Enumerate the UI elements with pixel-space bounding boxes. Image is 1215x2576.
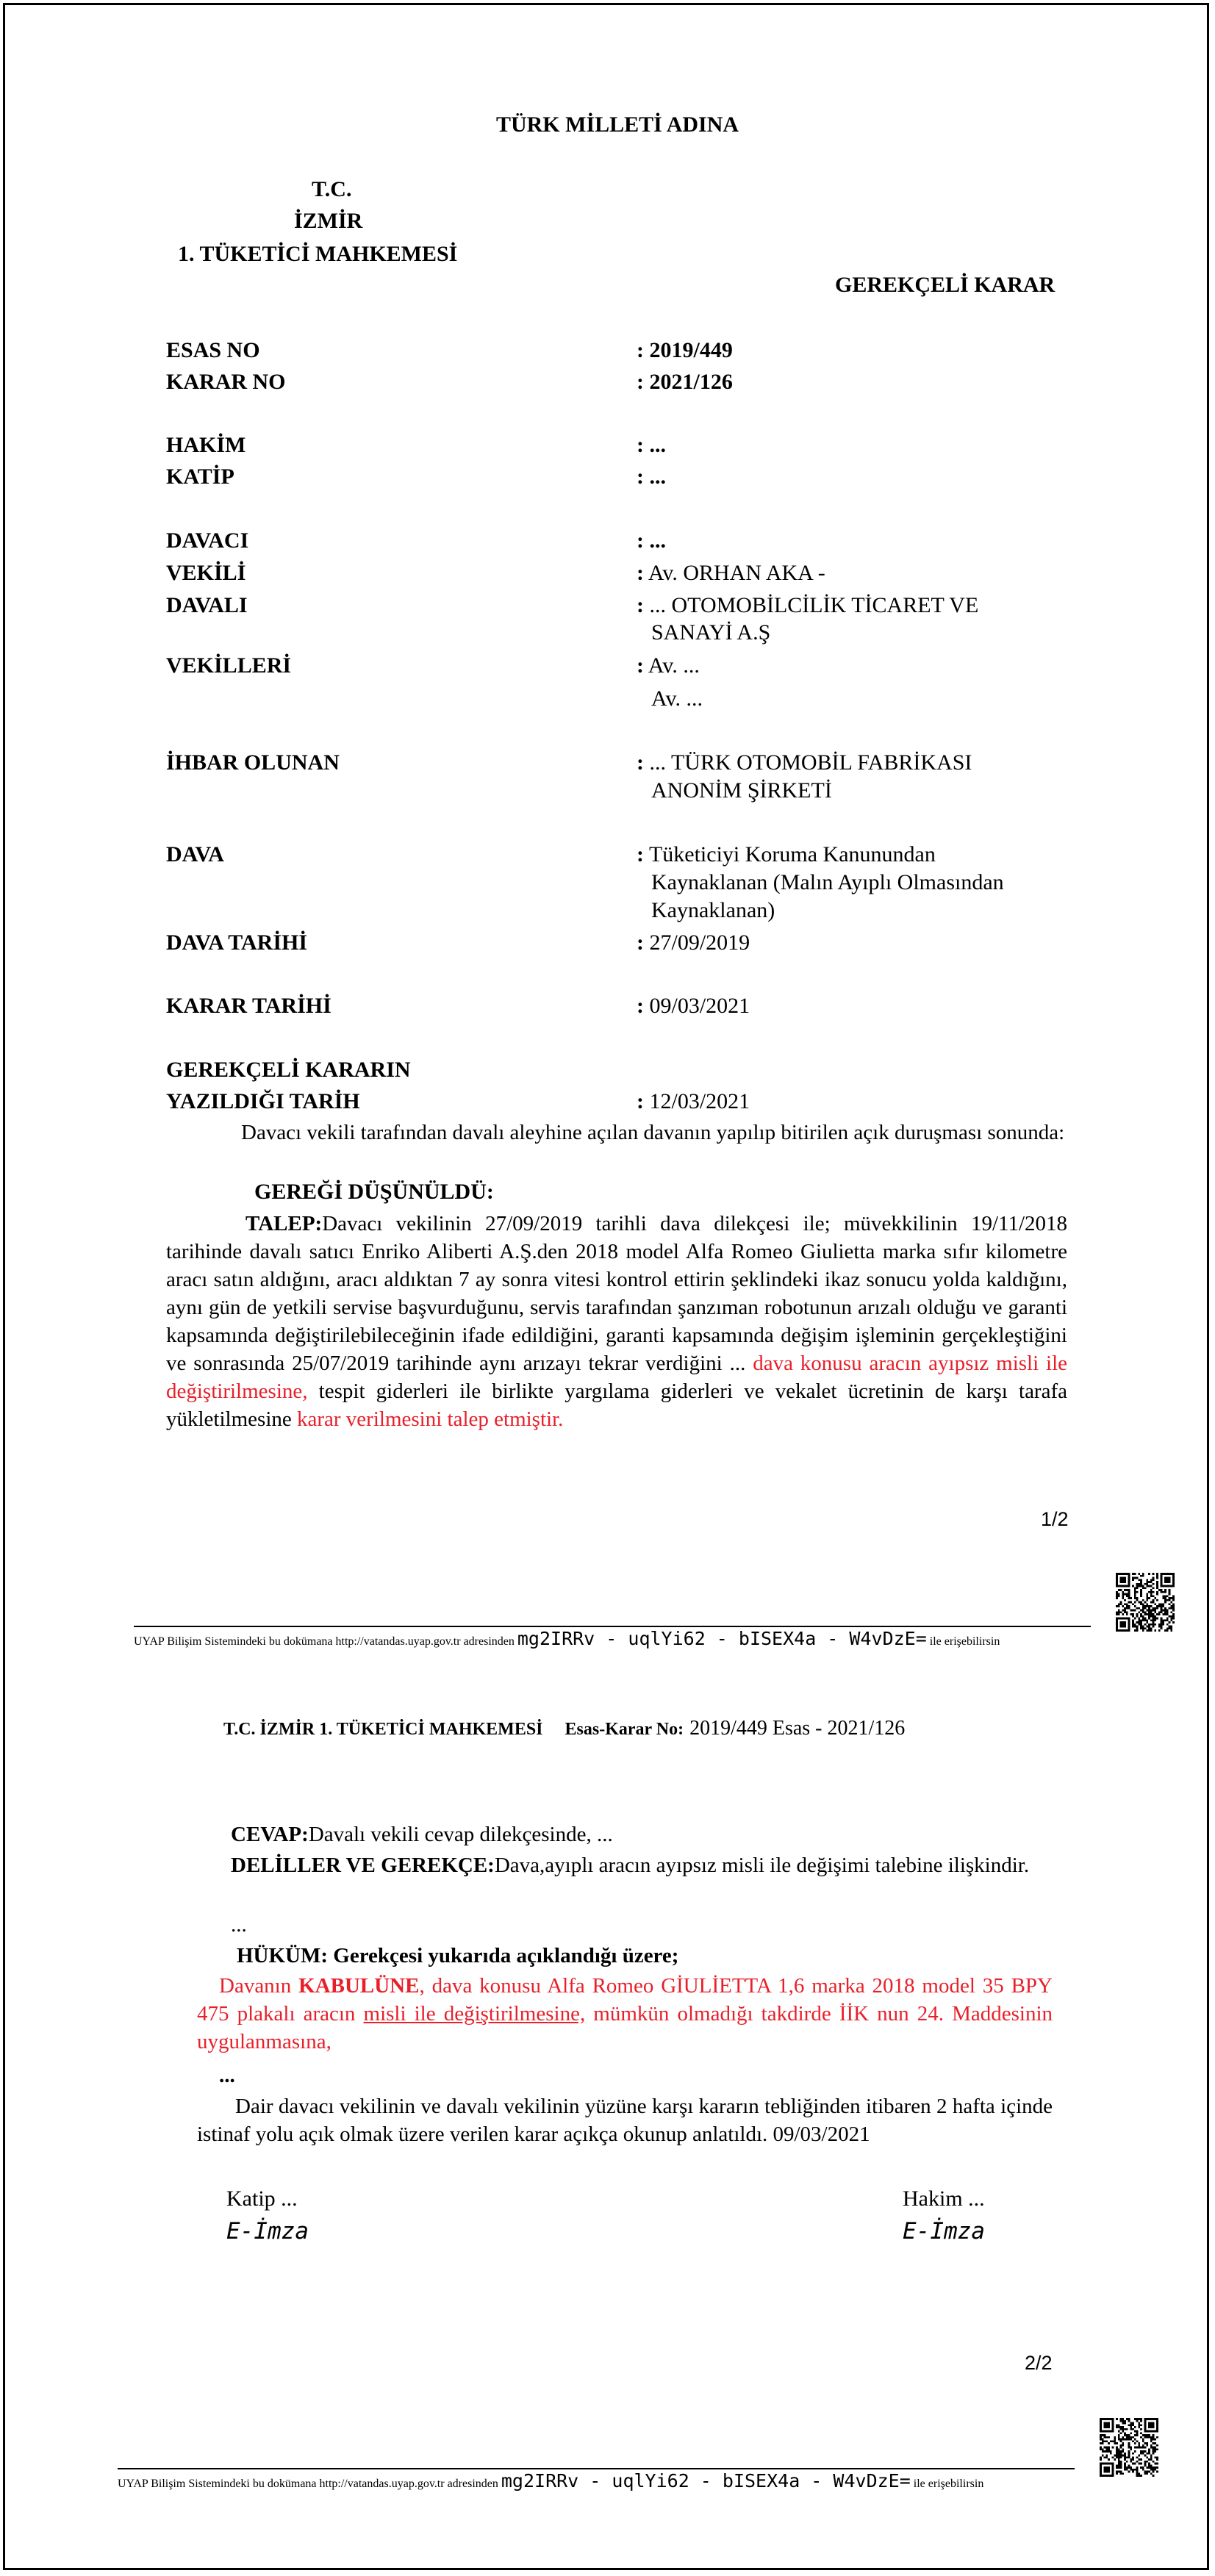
ihbar-colon: : xyxy=(637,750,644,775)
deliller-paragraph xyxy=(197,1851,1053,1879)
dava-tarihi-value xyxy=(637,930,750,956)
hakim-signature-label: Hakim ... xyxy=(903,2186,985,2211)
ihbar-label: İHBAR OLUNAN xyxy=(166,750,340,775)
footer-1 xyxy=(134,1630,1000,1651)
talep-text: Davacı vekilinin 27/09/2019 tarihli dava dilekçesi ile; müvekkilinin 19/11/2018 tarihinde davalı satıcı Enriko Aliberti A.Ş.den 2018 model Alfa Romeo Giulietta marka sıfır kilometre aracı satın aldığını, aracı aldıktan 7 ay sonra vitesi kontrol ettirin şeklindeki ikaz sonucu yolda kaldığını, aynı gün de yetkili servise başvurduğunu, servis tarafından şanzıman robotunun arızalı olduğu ve garanti kapsamında değiştirilebileceğinin ifade edildiğini, garanti kapsamında değişim işleminin gerçekleştiğini ve sonrasında 25/07/2019 tarihinde aynı arızayı tekrar verdiğini ... xyxy=(166,1212,1067,1375)
dava-tarihi-colon: : xyxy=(637,930,644,955)
footer-1-suffix: ile erişebilirsin xyxy=(929,1635,1000,1648)
qr-code-icon xyxy=(1100,2418,1158,2477)
ellipsis-1: ... xyxy=(231,1913,247,1937)
gerekgi-heading: GEREĞİ DÜŞÜNÜLDÜ: xyxy=(254,1180,494,1204)
page-number-1: 1/2 xyxy=(1041,1508,1069,1530)
footer-2-code: mg2IRRv - uqlYi62 - bISEX4a - W4vDzE= xyxy=(501,2470,911,2491)
intro-paragraph: Davacı vekili tarafından davalı aleyhine açılan davanın yapılıp bitirilen açık duruşması sonunda: xyxy=(241,1121,1065,1144)
court-line-city: İZMİR xyxy=(294,209,363,233)
karar-value: : 2021/126 xyxy=(637,370,733,394)
hukum-red-1: Davanın xyxy=(219,1974,299,1998)
hukum-kabul: KABULÜNE xyxy=(298,1974,420,1998)
hukum-red-2: , dava konusu Alfa Romeo GİULİETTA 1,6 marka 2018 model 35 BPY 475 plakalı aracın xyxy=(197,1974,1053,2026)
davali-colon: : xyxy=(637,593,644,617)
yazildigi-label-1: GEREKÇELİ KARARIN xyxy=(166,1058,411,1082)
vekili-text: Av. ORHAN AKA - xyxy=(644,561,825,585)
vekilleri-text-2: Av. ... xyxy=(651,686,703,711)
dava-label: DAVA xyxy=(166,842,224,867)
e-imza-right: E-İmza xyxy=(903,2218,985,2245)
karar-tarihi-label: KARAR TARİHİ xyxy=(166,994,331,1018)
karar-label: KARAR NO xyxy=(166,370,286,394)
decision-type: GEREKÇELİ KARAR xyxy=(835,273,1055,297)
page2-header xyxy=(223,1717,905,1740)
vekili-value xyxy=(637,560,825,586)
davali-value xyxy=(637,592,978,619)
davaci-label: DAVACI xyxy=(166,528,249,553)
deliller-label: DELİLLER VE GEREKÇE: xyxy=(231,1854,495,1877)
page2-header-value: 2019/449 Esas - 2021/126 xyxy=(689,1717,906,1740)
cevap-text: Davalı vekili cevap dilekçesinde, ... xyxy=(308,1823,613,1846)
cevap-label: CEVAP: xyxy=(231,1823,309,1846)
talep-red-1: dava konusu aracın ayıpsız misli ile değiştirilmesine, xyxy=(166,1352,1067,1403)
qr-code-icon xyxy=(1116,1573,1175,1632)
karar-tarihi-text: 09/03/2021 xyxy=(644,994,750,1018)
katip-signature-label: Katip ... xyxy=(226,2186,298,2211)
page2-header-court: T.C. İZMİR 1. TÜKETİCİ MAHKEMESİ xyxy=(223,1720,543,1739)
dava-colon: : xyxy=(637,842,644,867)
talep-text-2: tespit giderleri ile birlikte yargılama giderleri ve vekalet ücretinin de karşı tarafa yükletilmesine xyxy=(166,1380,1067,1431)
vekilleri-value xyxy=(637,653,700,679)
footer-2 xyxy=(118,2472,983,2493)
katip-value: : ... xyxy=(637,464,666,489)
e-imza-left: E-İmza xyxy=(226,2218,309,2245)
footer-2-prefix: UYAP Bilişim Sistemindeki bu dokümana http://vatandas.uyap.gov.tr adresinden xyxy=(118,2478,498,2490)
court-line-tc: T.C. xyxy=(312,177,352,201)
dava-text-1: Tüketiciyi Koruma Kanunundan xyxy=(644,842,936,867)
vekili-label: VEKİLİ xyxy=(166,561,246,585)
vekili-colon: : xyxy=(637,561,644,585)
talep-paragraph xyxy=(166,1210,1067,1433)
dava-value xyxy=(637,842,936,868)
yazildigi-text: 12/03/2021 xyxy=(644,1089,750,1113)
hukum-paragraph xyxy=(197,1972,1053,2056)
footer-1-prefix: UYAP Bilişim Sistemindeki bu dokümana http://vatandas.uyap.gov.tr adresinden xyxy=(134,1635,515,1648)
footer-rule-2 xyxy=(118,2468,1075,2469)
hukum-red-ul: misli ile değiştirilmesine, xyxy=(363,2002,586,2026)
page-number-2: 2/2 xyxy=(1025,2352,1053,2374)
closing-paragraph: Dair davacı vekilinin ve davalı vekilinin yüzüne karşı kararın tebliğinden itibaren 2 hafta içinde istinaf yolu açık olmak üzere verilen karar açıkça okunup anlatıldı. 09/03/2021 xyxy=(197,2095,1053,2146)
hakim-value: : ... xyxy=(637,433,666,457)
davali-label: DAVALI xyxy=(166,593,248,617)
davaci-value: : ... xyxy=(637,528,666,553)
esas-value: : 2019/449 xyxy=(637,338,733,362)
hukum-red-3: mümkün olmadığı takdirde İİK nun 24. Maddesinin uygulanmasına, xyxy=(197,2002,1053,2053)
ihbar-text-2: ANONİM ŞİRKETİ xyxy=(651,778,832,803)
document-heading: TÜRK MİLLETİ ADINA xyxy=(495,112,739,137)
ihbar-value xyxy=(637,750,972,776)
cevap-paragraph xyxy=(231,1820,613,1848)
yazildigi-value xyxy=(637,1088,750,1115)
ihbar-text-1: ... TÜRK OTOMOBİL FABRİKASI xyxy=(644,750,972,775)
hakim-label: HAKİM xyxy=(166,433,246,457)
vekilleri-text-1: Av. ... xyxy=(644,653,700,678)
vekilleri-label: VEKİLLERİ xyxy=(166,653,292,678)
footer-rule-1 xyxy=(134,1626,1091,1627)
esas-label: ESAS NO xyxy=(166,338,260,362)
yazildigi-label-2: YAZILDIĞI TARİH xyxy=(166,1089,360,1113)
talep-label: TALEP: xyxy=(245,1212,323,1235)
footer-2-suffix: ile erişebilirsin xyxy=(913,2478,984,2490)
page2-header-label: Esas-Karar No: xyxy=(565,1720,684,1739)
davali-text-1: ... OTOMOBİLCİLİK TİCARET VE xyxy=(644,593,979,617)
dava-text-3: Kaynaklanan) xyxy=(651,898,775,922)
ellipsis-2: ... xyxy=(219,2064,235,2087)
footer-1-code: mg2IRRv - uqlYi62 - bISEX4a - W4vDzE= xyxy=(517,1628,927,1649)
dava-tarihi-label: DAVA TARİHİ xyxy=(166,930,308,955)
davali-text-2: SANAYİ A.Ş xyxy=(651,620,771,645)
dava-text-2: Kaynaklanan (Malın Ayıplı Olmasından xyxy=(651,870,1004,894)
hukum-heading: HÜKÜM: Gerekçesi yukarıda açıklandığı üzere; xyxy=(237,1944,679,1967)
karar-tarihi-colon: : xyxy=(637,994,644,1018)
dava-tarihi-text: 27/09/2019 xyxy=(644,930,750,955)
court-line-name: 1. TÜKETİCİ MAHKEMESİ xyxy=(178,242,458,266)
vekilleri-colon: : xyxy=(637,653,644,678)
yazildigi-colon: : xyxy=(637,1089,644,1113)
deliller-text: Dava,ayıplı aracın ayıpsız misli ile değişimi talebine ilişkindir. xyxy=(494,1854,1030,1877)
talep-red-2: karar verilmesini talep etmiştir. xyxy=(297,1407,564,1431)
karar-tarihi-value xyxy=(637,993,750,1019)
katip-label: KATİP xyxy=(166,464,234,489)
